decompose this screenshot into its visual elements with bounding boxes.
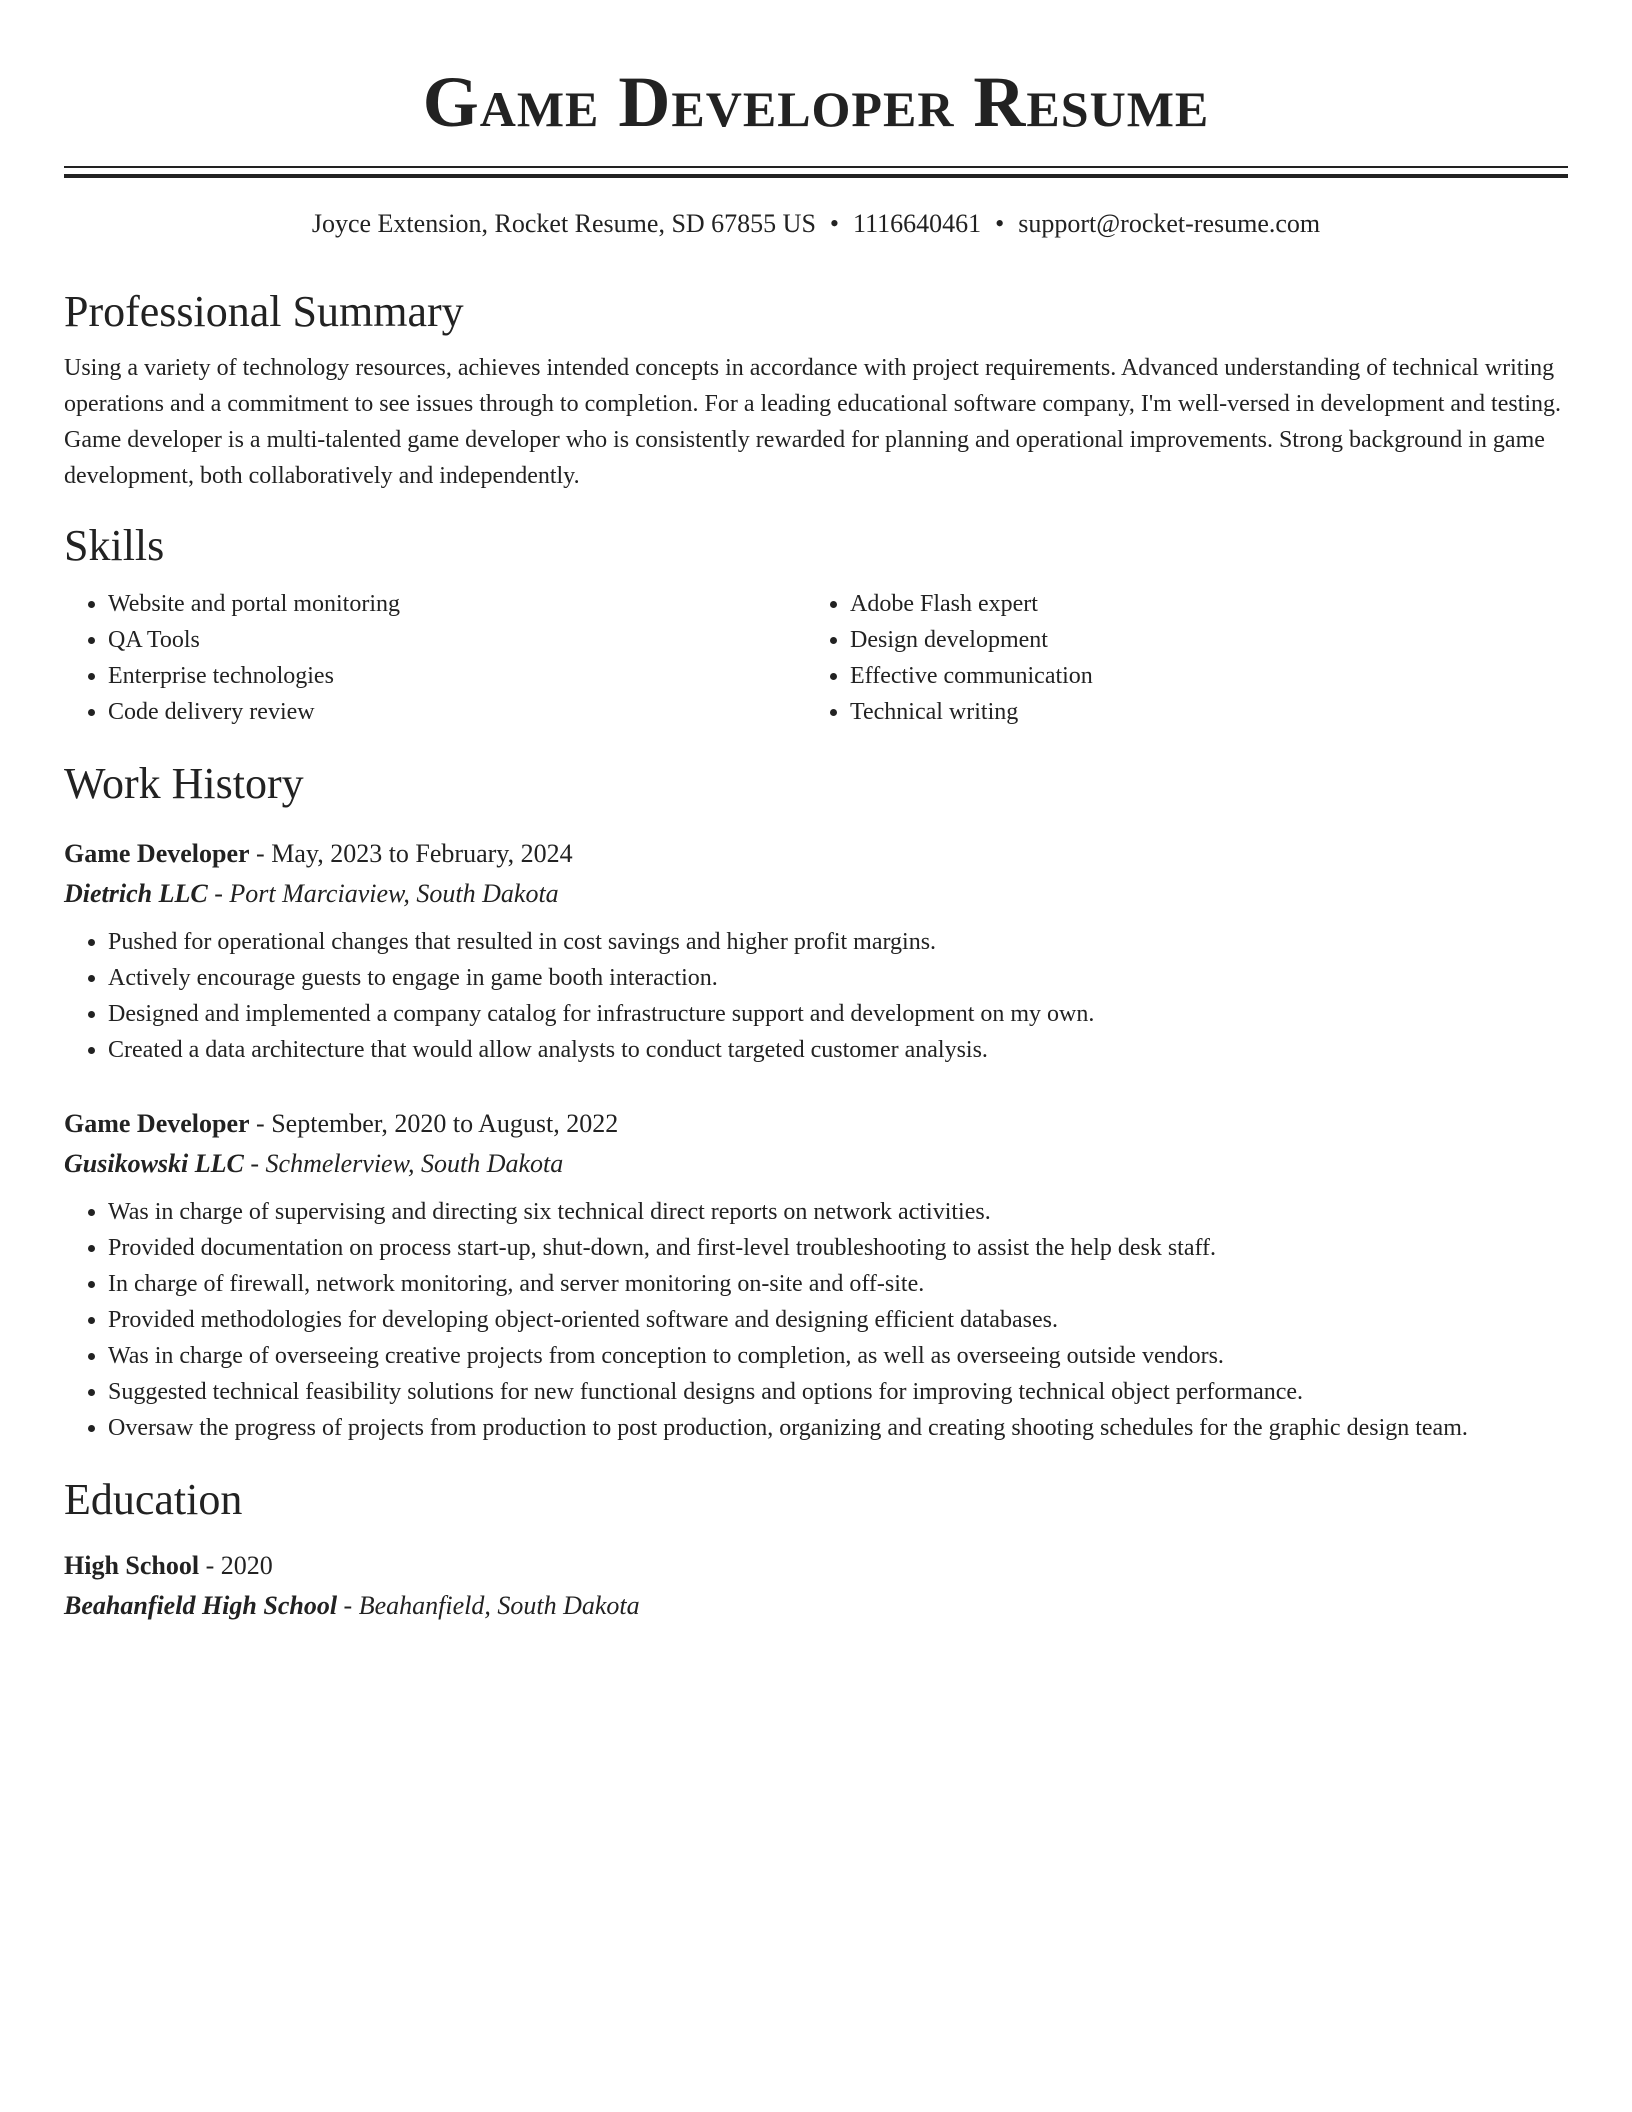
skill-item: • Enterprise technologies [108,658,806,694]
job-bullet: • Suggested technical feasibility solutions for new functional designs and options for improving technical object performance. [108,1374,1568,1410]
job-bullet: • Provided documentation on process start-up, shut-down, and first-level troubleshooting to assist the help desk staff. [108,1230,1568,1266]
education-dash: - [199,1551,221,1580]
contact-separator: • [829,209,840,238]
skill-item: • Adobe Flash expert [850,586,1548,622]
education-dash: - [337,1591,359,1620]
education-school: Beahanfield High School [64,1591,338,1620]
contact-address: Joyce Extension, Rocket Resume, SD 67855 US [311,209,816,238]
job-dash: - [249,839,272,868]
contact-line [64,206,1568,242]
job-bullet: • Actively encourage guests to engage in game booth interaction. [108,960,1568,996]
skill-item: • QA Tools [108,622,806,658]
job-bullet: • Was in charge of supervising and directing six technical direct reports on network activities. [108,1194,1568,1230]
job-dates: September, 2020 to August, 2022 [271,1109,619,1138]
job-bullet: • Was in charge of overseeing creative projects from conception to completion, as well as overseeing outside vendors. [108,1338,1568,1374]
skill-item: • Code delivery review [108,694,806,730]
summary-heading: Professional Summary [64,287,464,336]
job-entry [64,1104,1568,1446]
education-entry [64,1546,1568,1626]
job-bullets [64,1194,1568,1446]
skills-column-right [806,586,1548,730]
education-degree-line [64,1546,1568,1586]
job-title: Game Developer [64,1109,250,1138]
job-title: Game Developer [64,839,250,868]
education-school-line [64,1586,1568,1626]
job-bullets [64,924,1568,1068]
skill-item: • Website and portal monitoring [108,586,806,622]
job-bullet: • Designed and implemented a company catalog for infrastructure support and development on my own. [108,996,1568,1032]
job-dates: May, 2023 to February, 2024 [271,839,573,868]
job-company: Dietrich LLC [64,879,208,908]
job-company: Gusikowski LLC [64,1149,244,1178]
summary-text: Using a variety of technology resources, achieves intended concepts in accordance with project requirements. Advanced understanding of technical writing operations and a commitment to see issues through to completion. For a leading educational software company, I'm well-versed in development and testing. Game developer is a multi-talented game developer who is consistently rewarded for planning and operational improvements. Strong background in game development, both collaboratively and independently. [64,355,1562,489]
education-degree: High School [64,1551,200,1580]
skills-list [64,586,1568,730]
job-company-line [64,1144,1568,1184]
title-double-rule [64,166,1568,178]
skill-item: • Effective communication [850,658,1548,694]
job-bullet: • Oversaw the progress of projects from production to post production, organizing and creating shooting schedules for the graphic design team. [108,1410,1568,1446]
skill-item: • Technical writing [850,694,1548,730]
education-heading: Education [64,1475,243,1524]
skills-column-left [64,586,806,730]
job-title-line [64,834,1568,874]
job-entry [64,834,1568,1068]
work-history-heading: Work History [64,759,304,808]
contact-email: support@rocket-resume.com [1018,209,1321,238]
job-dash: - [249,1109,272,1138]
job-dash: - [243,1149,266,1178]
job-bullet: • Pushed for operational changes that resulted in cost savings and higher profit margins. [108,924,1568,960]
job-bullet: • Provided methodologies for developing object-oriented software and designing efficient databases. [108,1302,1568,1338]
skill-item: • Design development [850,622,1548,658]
job-location: Schmelerview, South Dakota [265,1149,564,1178]
job-company-line [64,874,1568,914]
resume-title: Game Developer Resume [422,62,1210,142]
skills-heading: Skills [64,521,165,570]
education-location: Beahanfield, South Dakota [358,1591,640,1620]
contact-separator: • [995,209,1005,238]
contact-phone: 1116640461 [853,209,982,238]
job-bullet: • Created a data architecture that would allow analysts to conduct targeted customer analysis. [108,1032,1568,1068]
education-year: 2020 [220,1551,273,1580]
job-title-line [64,1104,1568,1144]
job-location: Port Marciaview, South Dakota [229,879,559,908]
job-bullet: • In charge of firewall, network monitoring, and server monitoring on-site and off-site. [108,1266,1568,1302]
job-dash: - [207,879,230,908]
